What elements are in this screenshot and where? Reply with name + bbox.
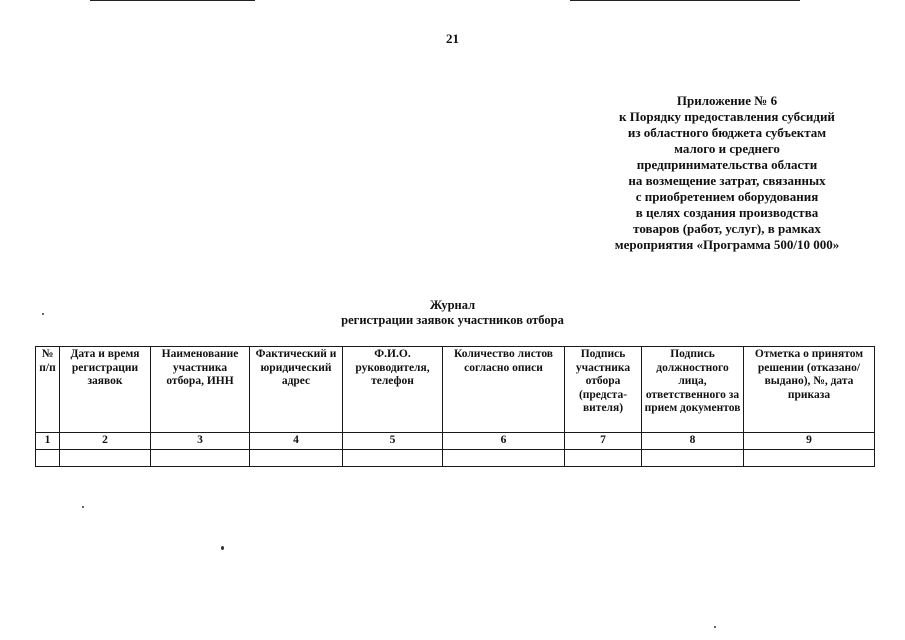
page-number: 21 [446, 31, 459, 46]
empty-cell [744, 449, 875, 466]
appendix-line: на возмещение затрат, связанных [628, 173, 826, 188]
column-number-cell: 5 [343, 433, 443, 450]
column-number-cell: 2 [60, 433, 151, 450]
empty-cell [443, 449, 565, 466]
column-number-cell: 8 [642, 433, 744, 450]
header-cell-official-signature: Подпись должностного лица, ответственного за прием документов [642, 347, 744, 433]
header-cell-number: № п/п [36, 347, 60, 433]
journal-heading [0, 298, 905, 328]
scan-speck [714, 626, 716, 628]
empty-cell [151, 449, 250, 466]
column-number-row [36, 433, 875, 450]
empty-cell [343, 449, 443, 466]
appendix-line: к Порядку предоставления субсидий [619, 109, 835, 124]
empty-table-row [36, 449, 875, 466]
empty-cell [565, 449, 642, 466]
table-header-row [36, 347, 875, 433]
scan-speck [42, 313, 44, 315]
empty-cell [36, 449, 60, 466]
scan-edge-line-right [570, 0, 800, 1]
scan-edge-line-left [90, 0, 255, 1]
empty-cell [250, 449, 343, 466]
header-cell-director: Ф.И.О. руководителя, телефон [343, 347, 443, 433]
appendix-line: товаров (работ, услуг), в рамках [633, 221, 821, 236]
header-cell-participant-signature: Подпись участника отбора (предста-вителя) [565, 347, 642, 433]
appendix-line: Приложение № 6 [676, 93, 778, 108]
appendix-line: мероприятия «Программа 500/10 000» [614, 237, 840, 252]
header-cell-decision: Отметка о принятом решении (отказано/выдано), №, дата приказа [744, 347, 875, 433]
journal-subtitle: регистрации заявок участников отбора [341, 313, 564, 327]
header-cell-sheet-count: Количество листов согласно описи [443, 347, 565, 433]
appendix-line: с приобретением оборудования [635, 189, 819, 204]
appendix-line: предпринимательства области [636, 157, 818, 172]
appendix-line: в целях создания производства [635, 205, 819, 220]
column-number-cell: 4 [250, 433, 343, 450]
header-cell-address: Фактический и юридический адрес [250, 347, 343, 433]
journal-title: Журнал [429, 298, 476, 312]
header-cell-registration-date: Дата и время регистрации заявок [60, 347, 151, 433]
registration-table [35, 346, 875, 467]
appendix-header [592, 93, 862, 253]
column-number-cell: 9 [744, 433, 875, 450]
scan-speck [82, 506, 84, 508]
scan-speck [221, 546, 224, 550]
header-cell-participant-name: Наименование участника отбора, ИНН [151, 347, 250, 433]
column-number-cell: 6 [443, 433, 565, 450]
appendix-line: из областного бюджета субъектам [627, 125, 827, 140]
appendix-line: малого и среднего [674, 141, 780, 156]
column-number-cell: 1 [36, 433, 60, 450]
empty-cell [642, 449, 744, 466]
empty-cell [60, 449, 151, 466]
column-number-cell: 3 [151, 433, 250, 450]
column-number-cell: 7 [565, 433, 642, 450]
